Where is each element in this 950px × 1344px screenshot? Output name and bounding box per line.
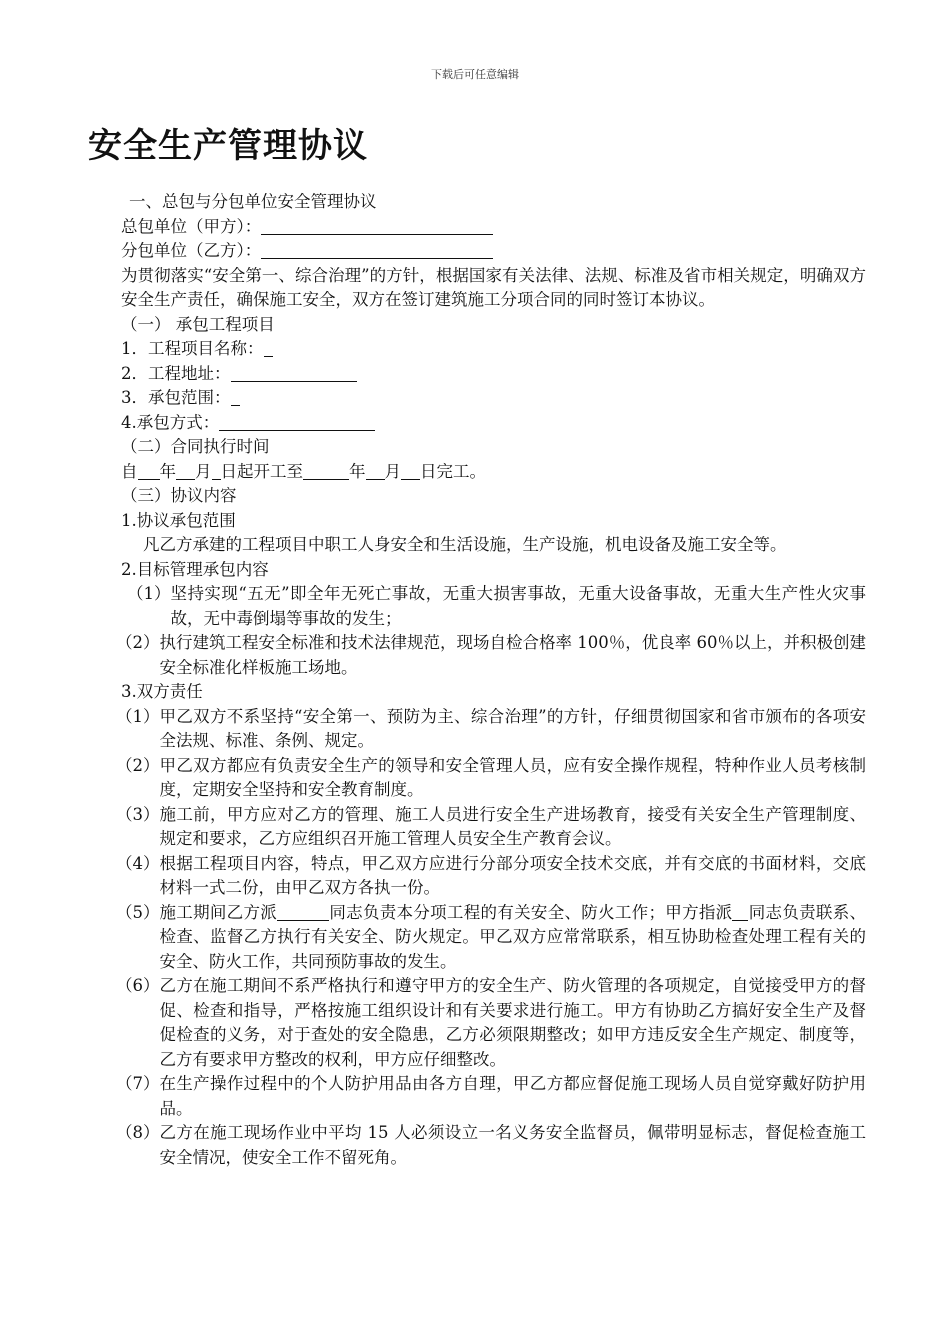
item-number: （2） — [116, 633, 160, 652]
list-item — [116, 1072, 866, 1121]
supervisor-blank[interactable] — [732, 902, 748, 921]
sec2-heading: （二）合同执行时间 — [121, 437, 270, 456]
item-number: （8） — [116, 1123, 160, 1142]
section-heading: 一、总包与分包单位安全管理协议 — [129, 192, 377, 211]
end-year-blank[interactable] — [303, 461, 349, 480]
item-number: （3） — [116, 804, 160, 824]
item-text: 在生产操作过程中的个人防护用品由各方自理，甲乙方都应督促施工现场人员自觉穿戴好防护用品。 — [159, 1074, 866, 1118]
item-number: （7） — [116, 1074, 160, 1093]
document-title: 安全生产管理协议 — [88, 126, 368, 166]
item-text-part-1: 施工期间乙方派 — [159, 902, 278, 922]
contract-method-line — [121, 411, 866, 436]
period-text-6: 月 — [384, 461, 401, 481]
item-number: （6） — [116, 976, 160, 995]
item-number: （4） — [116, 853, 160, 873]
sec3-heading: （三）协议内容 — [121, 486, 237, 505]
list-item — [116, 974, 866, 1072]
list-item — [116, 803, 866, 852]
project-name-blank[interactable] — [264, 338, 273, 357]
party-a-blank[interactable] — [261, 216, 493, 235]
item-text-part-3: 同志负责联系、检查、监督乙方执行有关安全、防火规定。甲乙双方应常常联系，相互协助检查处理工程有关的安全、防火工作，共同预防事故的发生。 — [159, 902, 867, 971]
item-text — [160, 901, 867, 975]
document-body — [116, 190, 867, 1170]
item-number: （2） — [116, 755, 160, 775]
project-name-label: 1．工程项目名称： — [121, 339, 264, 358]
contract-period-line — [121, 460, 866, 485]
item-text-part-2: 同志负责本分项工程的有关安全、防火工作；甲方指派 — [329, 902, 733, 922]
item-text: 施工前，甲方应对乙方的管理、施工人员进行安全生产进场教育，接受有关安全生产管理制度、规定和要求，乙方应组织召开施工管理人员安全生产教育会议。 — [159, 804, 866, 848]
contract-method-label: 4.承包方式： — [121, 412, 220, 432]
contract-scope-blank[interactable] — [231, 387, 240, 406]
item-text: 坚持实现“五无”即全年无死亡事故，无重大损害事故，无重大设备事故，无重大生产性火灾事故，无中毒倒塌等事故的发生； — [170, 584, 866, 628]
contract-scope-line — [121, 386, 866, 411]
project-name-line — [121, 337, 866, 362]
party-b-blank[interactable] — [261, 240, 493, 259]
item-number: （5） — [116, 902, 160, 922]
intro-paragraph: 为贯彻落实“安全第一、综合治理”的方针，根据国家有关法律、法规、标准及省市相关规定，明确双方安全生产责任，确保施工安全，双方在签订建筑施工分项合同的同时签订本协议。 — [121, 265, 866, 309]
subsection-2-title: 2.目标管理承包内容 — [121, 559, 269, 579]
item-text: 甲乙双方都应有负责安全生产的领导和安全管理人员，应有安全操作规程，特种作业人员考核制度，定期安全坚持和安全教育制度。 — [159, 755, 866, 799]
period-text-3: 月 — [195, 461, 212, 481]
list-item — [116, 852, 866, 901]
list-item — [116, 1121, 866, 1170]
item-text: 根据工程项目内容，特点，甲乙双方应进行分部分项安全技术交底，并有交底的书面材料，交底材料一式二份，由甲乙双方各执一份。 — [159, 853, 866, 897]
period-text-4: 日起开工至 — [220, 461, 303, 481]
start-day-blank[interactable] — [212, 461, 221, 480]
party-a-line — [121, 215, 866, 240]
list-item — [116, 901, 867, 975]
item-text: 甲乙双方不系坚持“安全第一、预防为主、综合治理”的方针，仔细贯彻国家和省市颁布的各项安全法规、标准、条例、规定。 — [159, 706, 866, 750]
subsection-3-title: 3.双方责任 — [121, 682, 203, 701]
end-day-blank[interactable] — [401, 461, 420, 480]
start-year-blank[interactable] — [138, 461, 160, 480]
period-text-5: 年 — [349, 461, 366, 481]
subsection-1-text: 凡乙方承建的工程项目中职工人身安全和生活设施，生产设施，机电设备及施工安全等。 — [143, 535, 787, 554]
project-address-label: 2．工程地址： — [121, 363, 231, 383]
end-month-blank[interactable] — [366, 461, 385, 480]
list-item — [116, 631, 866, 680]
item-text: 乙方在施工期间不系严格执行和遵守甲方的安全生产、防火管理的各项规定，自觉接受甲方的督促、检查和指导，严格按施工组织设计和有关要求进行施工。甲方有协助乙方搞好安全生产及督促检查的义务，对于查处的安全隐患，乙方必须限期整改；如甲方违反安全生产规定、制度等，乙方有要求甲方整改的权利，甲方应仔细整改。 — [159, 976, 866, 1069]
contract-scope-label: 3．承包范围： — [121, 388, 231, 407]
item-text: 执行建筑工程安全标准和技术法律规范，现场自检合格率 100％，优良率 60％以上，并积极创建安全标准化样板施工场地。 — [159, 633, 866, 677]
item-number: （1） — [127, 584, 171, 603]
party-b-label: 分包单位（乙方）： — [121, 241, 262, 260]
party-a-label: 总包单位（甲方）： — [121, 216, 262, 236]
period-text-7: 日完工。 — [420, 461, 486, 481]
list-item — [116, 754, 866, 803]
list-item — [116, 705, 866, 754]
contract-method-blank[interactable] — [219, 412, 375, 431]
sec1-heading: （一） 承包工程项目 — [121, 314, 275, 334]
header-note: 下载后可任意编辑 — [431, 68, 519, 81]
list-item — [121, 582, 866, 631]
project-address-line — [121, 362, 866, 387]
start-month-blank[interactable] — [176, 461, 195, 480]
item-number: （1） — [116, 706, 160, 726]
safety-officer-blank[interactable] — [277, 902, 329, 921]
subsection-1-title: 1.协议承包范围 — [121, 510, 236, 530]
party-b-line — [121, 239, 866, 264]
item-text: 乙方在施工现场作业中平均 15 人必须设立一名义务安全监督员，佩带明显标志，督促检查施工安全情况，使安全工作不留死角。 — [159, 1123, 866, 1167]
period-text-1: 自 — [121, 461, 138, 481]
project-address-blank[interactable] — [231, 363, 357, 382]
period-text-2: 年 — [159, 461, 176, 481]
